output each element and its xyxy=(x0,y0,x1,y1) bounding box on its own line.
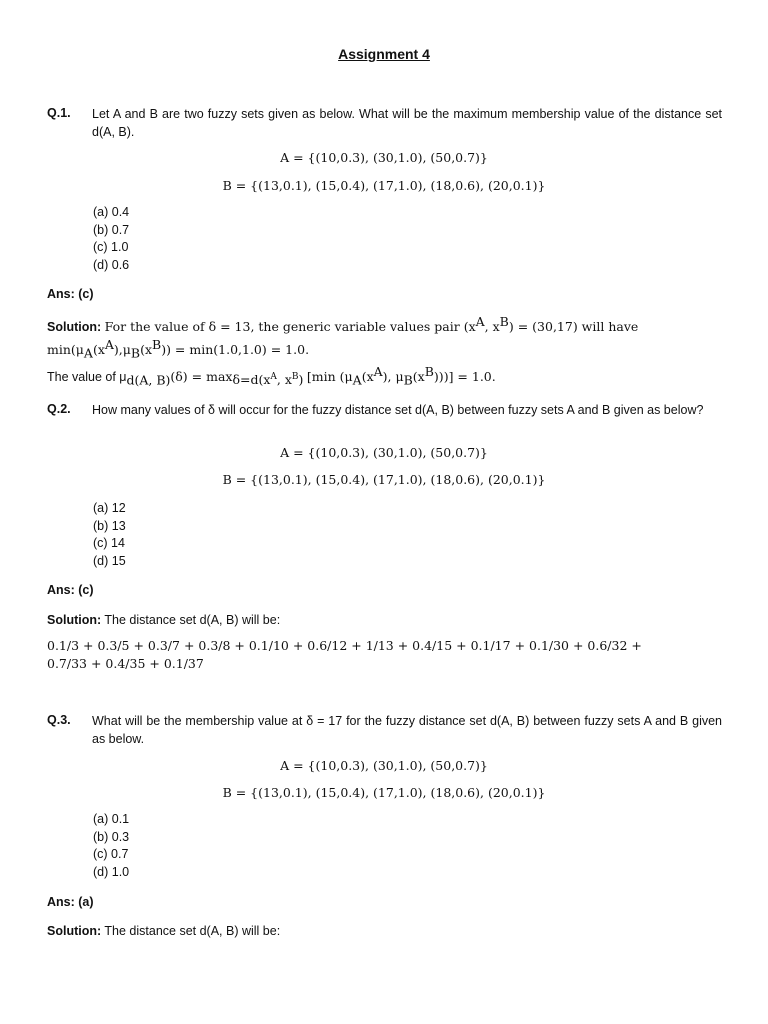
q1-option-b: (b) 0.7 xyxy=(93,222,130,237)
q2-text: How many values of δ will occur for the fuzzy distance set d(A, B) between fuzzy sets A and B given as below? xyxy=(92,403,704,417)
q2-distance-set xyxy=(47,637,722,673)
q3-option-c: (c) 0.7 xyxy=(93,847,129,861)
q2-option-c: (c) 14 xyxy=(93,536,125,550)
q3-option-d: (d) 1.0 xyxy=(93,864,130,879)
q2-option-b: (b) 13 xyxy=(93,518,126,533)
q2-solution xyxy=(47,611,722,629)
page-title: Assignment 4 xyxy=(338,46,430,62)
q1-solution-line1-end: ) = (30,17) will have xyxy=(508,319,639,335)
q1-solution-label: Solution: xyxy=(47,320,102,335)
q3-set-a: A = {(10,0.3), (30,1.0), (50,0.7)} xyxy=(280,758,488,773)
q3-solution xyxy=(47,922,722,940)
q2-solution-label: Solution: xyxy=(47,613,102,627)
q3-options xyxy=(93,811,129,881)
q2-solution-text: The distance set d(A, B) will be: xyxy=(104,613,281,627)
q2-set-a: A = {(10,0.3), (30,1.0), (50,0.7)} xyxy=(280,445,488,460)
q2-options xyxy=(93,500,126,570)
q1-solution-line3-mid: (δ) = max xyxy=(170,368,233,384)
q2-distance-line2: 0.7/33 + 0.4/35 + 0.1/37 xyxy=(47,656,204,671)
q1-option-d: (d) 0.6 xyxy=(93,257,130,272)
q3-set-b: B = {(13,0.1), (15,0.4), (17,1.0), (18,0.6), (20,0.1)} xyxy=(222,785,546,800)
q1-option-a: (a) 0.4 xyxy=(93,205,130,219)
q1-solution-line2: min(μ xyxy=(47,342,84,358)
q1-solution-line3-result: )] = 1.0. xyxy=(443,368,496,384)
q1-text: Let A and B are two fuzzy sets given as below. What will be the maximum membership value of the distance set d(A, B). xyxy=(92,107,722,139)
q3-text: What will be the membership value at δ = 17 for the fuzzy distance set d(A, B) between fuzzy sets A and B given as below. xyxy=(92,714,722,746)
q1-set-b: B = {(13,0.1), (15,0.4), (17,1.0), (18,0.6), (20,0.1)} xyxy=(222,178,546,193)
q2-option-d: (d) 15 xyxy=(93,553,126,568)
q3-answer: Ans: (a) xyxy=(47,895,94,909)
q2-option-a: (a) 12 xyxy=(93,501,126,515)
q1-solution-line3-pre: The value of μ xyxy=(47,369,127,384)
q2-set-b: B = {(13,0.1), (15,0.4), (17,1.0), (18,0.6), (20,0.1)} xyxy=(222,472,546,487)
q2-distance-line1: 0.1/3 + 0.3/5 + 0.3/7 + 0.3/8 + 0.1/10 + 0.6/12 + 1/13 + 0.4/15 + 0.1/17 + 0.1/30 + 0.6/32 + xyxy=(47,638,642,653)
q3-label: Q.3. xyxy=(47,713,71,727)
q1-label: Q.1. xyxy=(47,106,71,120)
q1-options xyxy=(93,204,129,274)
q2-answer: Ans: (c) xyxy=(47,583,94,597)
q3-solution-label: Solution: xyxy=(47,924,102,938)
q1-option-c: (c) 1.0 xyxy=(93,240,129,254)
q3-option-a: (a) 0.1 xyxy=(93,812,130,826)
q1-solution-line2-tail: )) = min(1.0,1.0) = 1.0. xyxy=(161,342,310,358)
q1-solution-line3-end: [min (μ xyxy=(306,368,353,384)
q2-label: Q.2. xyxy=(47,402,71,416)
q3-solution-text: The distance set d(A, B) will be: xyxy=(104,924,281,938)
q1-answer: Ans: (c) xyxy=(47,287,94,301)
q1-set-a: A = {(10,0.3), (30,1.0), (50,0.7)} xyxy=(280,150,488,165)
q3-option-b: (b) 0.3 xyxy=(93,829,130,844)
q1-solution: Solution: For the value of δ = 13, the generic variable values pair ($x^A$, $x^B) = (30,17)$ will have $\min(\mu_A(x^A),\mu_B(x^B)) = \min(1.0,1.0) = 1.0$. The value of $\mu_{d(A, B)}(\delta) = \max_{\delta=d(x^A, x^B)} [\min$ ($\mu_A(x^A)$, $\mu_B(x^B)))] = 1.0$. xyxy=(47,314,639,388)
q1-solution-line1: For the value of δ = 13, the generic variable values pair (x xyxy=(104,319,476,335)
